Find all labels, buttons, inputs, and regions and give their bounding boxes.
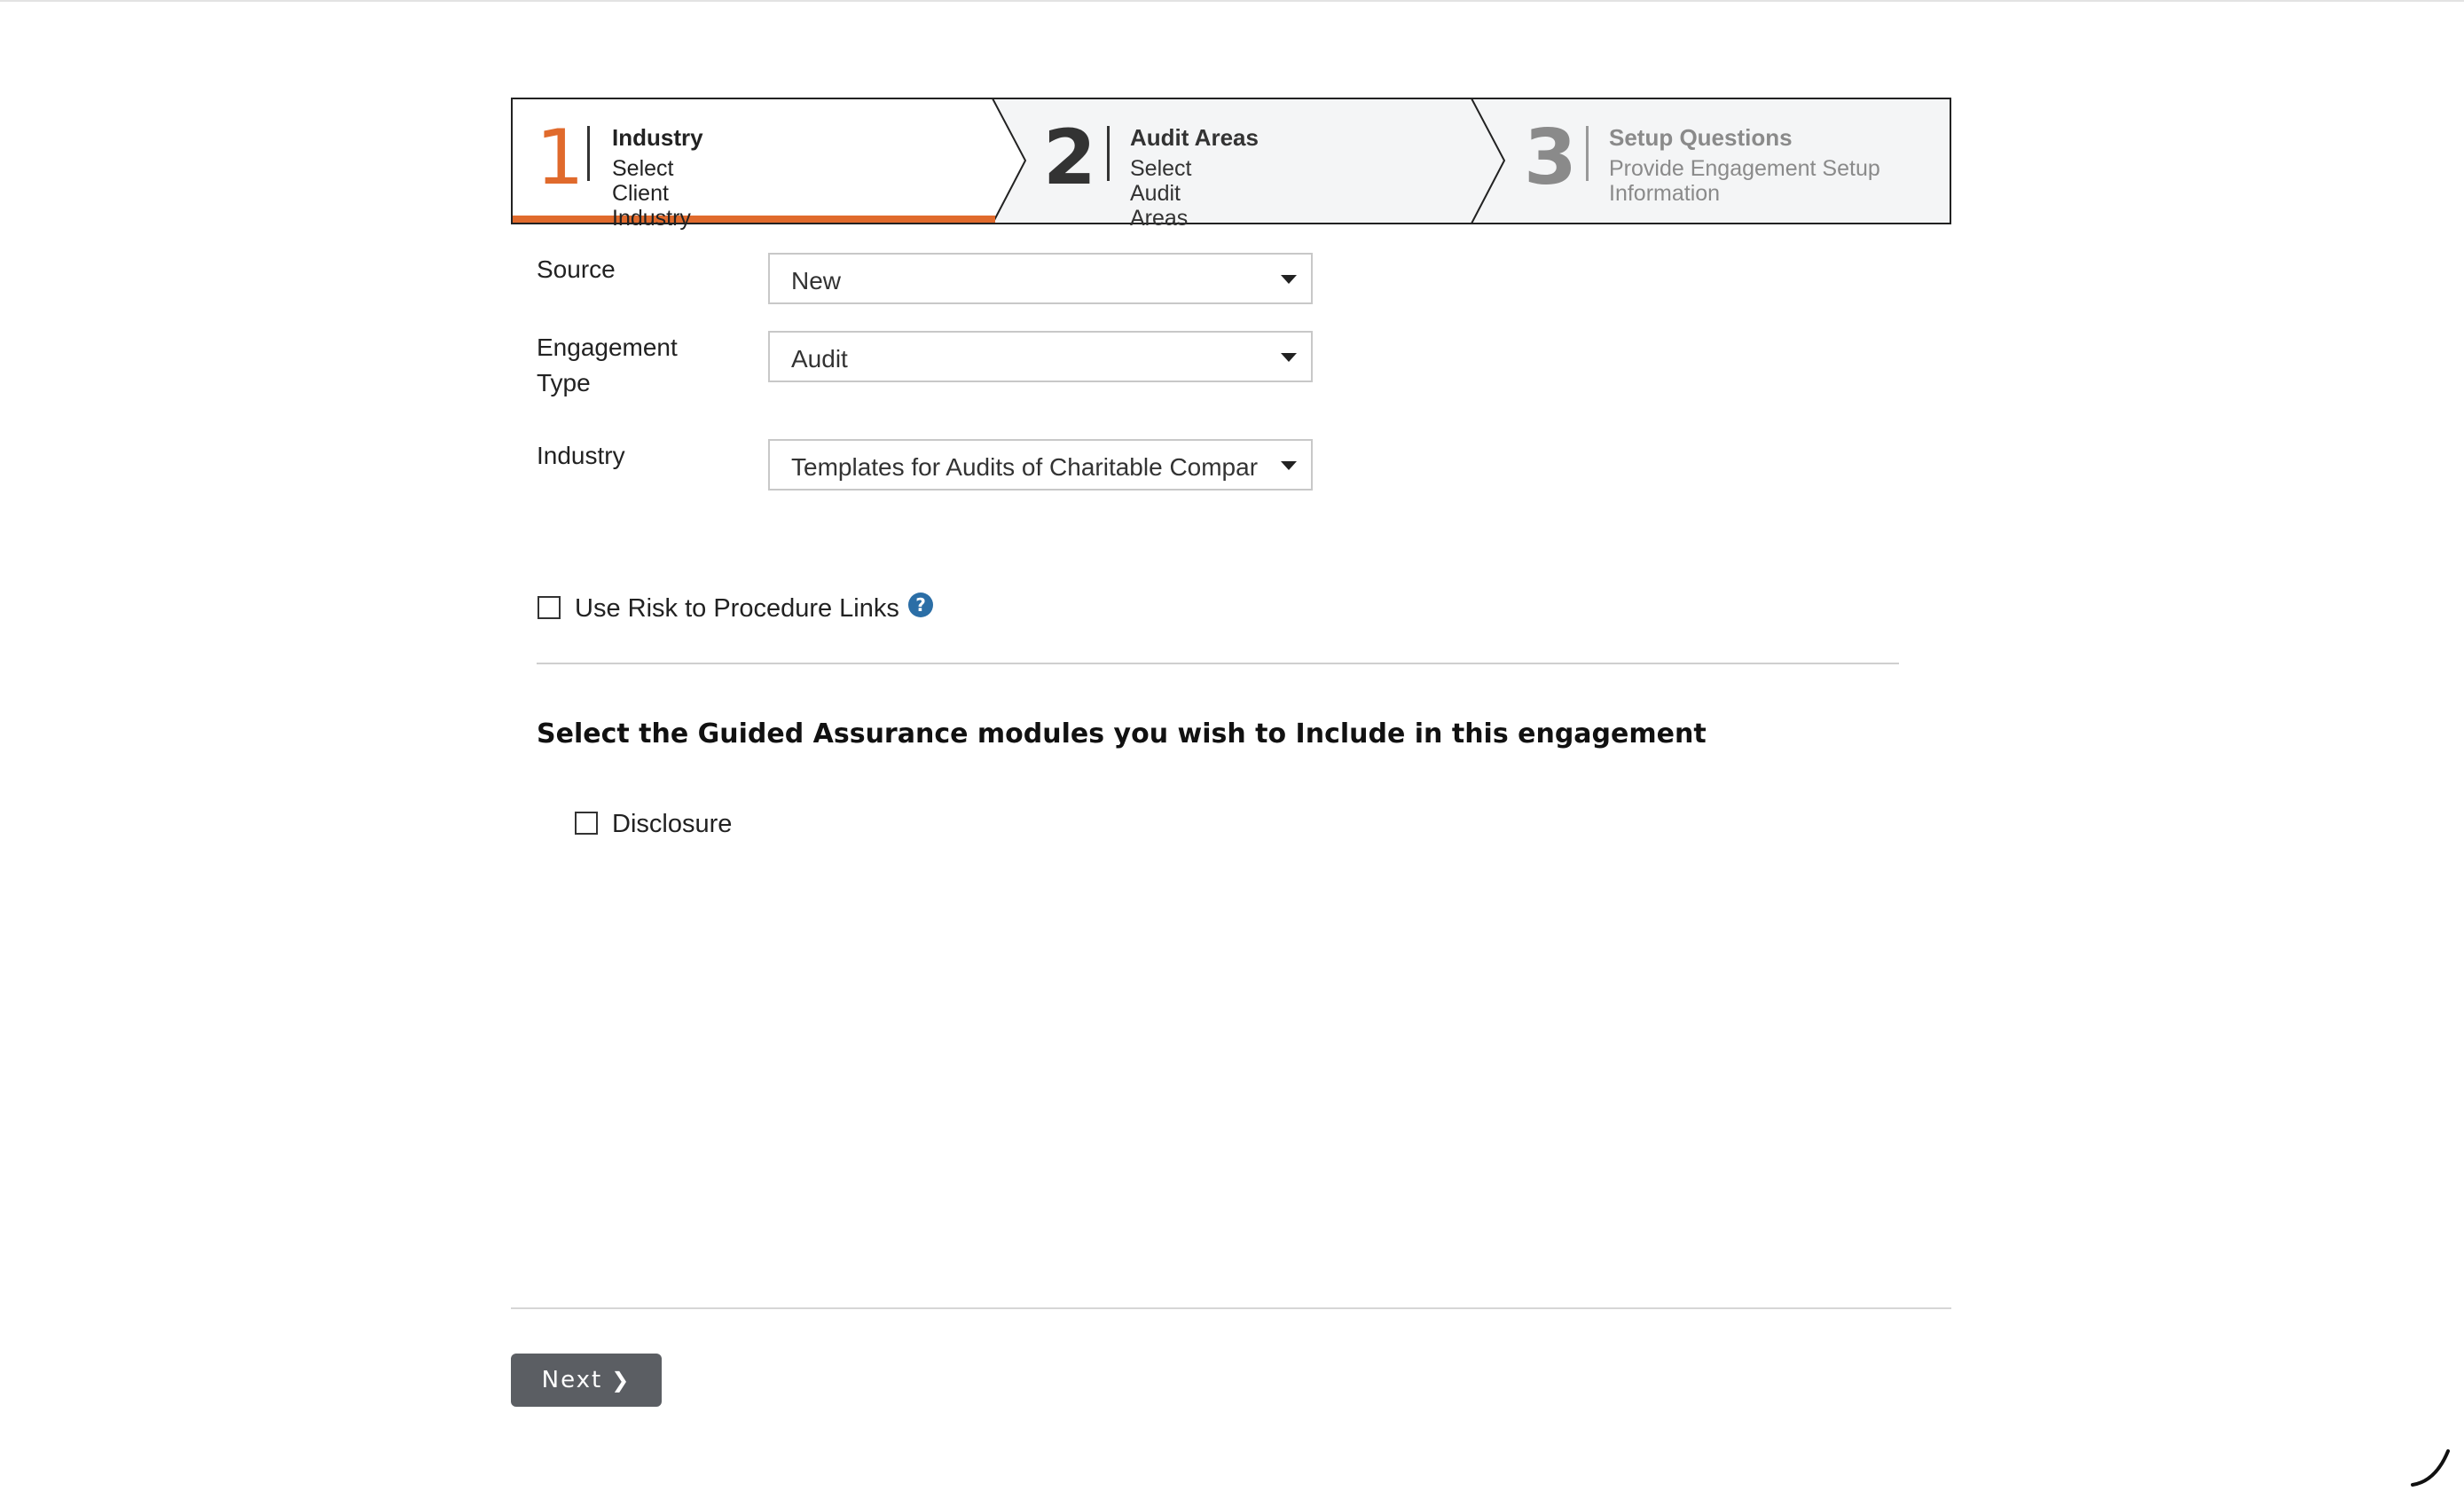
step-title: Setup Questions	[1609, 124, 1793, 151]
loading-spinner-icon	[2409, 1446, 2452, 1488]
industry-select[interactable]	[768, 439, 1313, 491]
source-select[interactable]	[768, 253, 1313, 304]
modules-heading: Select the Guided Assurance modules you wish to Include in this engagement	[537, 718, 1707, 750]
footer-divider	[511, 1307, 1951, 1309]
step-number: 3	[1524, 114, 1577, 202]
engagement-type-value: Audit	[791, 345, 848, 373]
chevron-down-icon	[1281, 461, 1297, 470]
engagement-type-label-line2: Type	[537, 369, 591, 396]
step-number: 1	[536, 114, 585, 202]
top-border	[0, 0, 2464, 2]
help-icon[interactable]: ?	[908, 593, 933, 617]
industry-label: Industry	[537, 442, 625, 469]
step-title: Audit Areas	[1130, 124, 1259, 151]
engagement-type-select[interactable]	[768, 331, 1313, 382]
disclosure-checkbox[interactable]	[575, 812, 598, 835]
chevron-right-icon: ❯	[611, 1368, 632, 1393]
chevron-down-icon	[1281, 275, 1297, 284]
engagement-type-label	[537, 330, 678, 401]
wizard-steps	[511, 98, 1951, 231]
step-subtitle: Provide Engagement Setup Information	[1609, 156, 1880, 206]
industry-value: Templates for Audits of Charitable Compar	[791, 453, 1259, 481]
step-divider	[1107, 126, 1110, 181]
risk-links-label[interactable]: Use Risk to Procedure Links	[575, 594, 899, 623]
section-divider	[537, 663, 1899, 664]
step-divider	[587, 126, 590, 181]
chevron-down-icon	[1281, 353, 1297, 362]
disclosure-label[interactable]: Disclosure	[612, 810, 733, 838]
next-button[interactable]	[511, 1354, 662, 1407]
risk-links-checkbox[interactable]	[538, 596, 561, 619]
step-title: Industry	[612, 124, 703, 151]
step-subtitle: Select Client Industry	[612, 156, 691, 231]
source-value: New	[791, 267, 842, 294]
source-label: Source	[537, 255, 616, 283]
step-subtitle: Select Audit Areas	[1130, 156, 1192, 231]
step-number: 2	[1043, 114, 1096, 202]
next-label: Next	[541, 1367, 603, 1393]
engagement-type-label-line1: Engagement	[537, 334, 678, 361]
step-divider	[1586, 126, 1589, 181]
